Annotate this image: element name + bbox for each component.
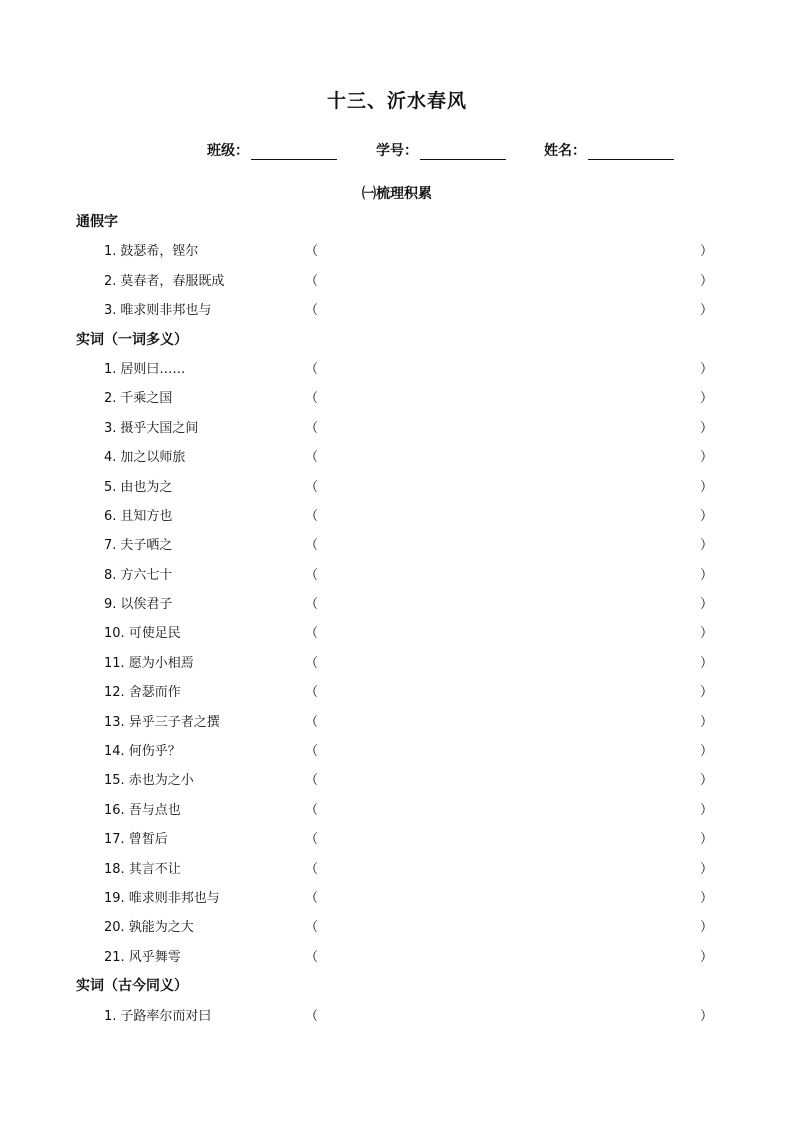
exercise-prompt (104, 884, 220, 913)
exercise-number: 1. (104, 244, 117, 260)
exercise-prompt (104, 766, 194, 795)
answer-close-paren: ） (700, 538, 714, 554)
exercise-row (0, 855, 794, 884)
exercise-text: 夫子哂之 (120, 538, 173, 554)
exercise-prompt (104, 590, 172, 619)
student-id-blank[interactable] (420, 145, 506, 160)
exercise-number: 21. (104, 949, 125, 965)
exercise-row (0, 473, 794, 502)
class-field (207, 140, 337, 160)
exercise-prompt (104, 619, 181, 648)
answer-open-paren: （ (305, 479, 319, 495)
answer-close-paren: ） (700, 361, 714, 377)
exercise-number: 18. (104, 861, 125, 877)
answer-close-paren: ） (700, 685, 714, 701)
exercise-row (0, 1002, 794, 1031)
exercise-text: 鼓瑟希，铿尔 (120, 244, 199, 260)
exercise-row (0, 237, 794, 266)
name-field (544, 140, 674, 160)
exercise-number: 15. (104, 773, 125, 789)
exercise-number: 20. (104, 920, 125, 936)
student-id-field (376, 140, 506, 160)
exercise-number: 17. (104, 832, 125, 848)
exercise-row (0, 884, 794, 913)
exercise-text: 舍瑟而作 (128, 685, 181, 701)
exercise-prompt (104, 737, 181, 766)
exercise-number: 14. (104, 744, 125, 760)
answer-close-paren: ） (700, 773, 714, 789)
section-heading: 实词（古今同义） (76, 978, 188, 995)
exercise-prompt (104, 296, 211, 325)
exercise-row (0, 649, 794, 678)
exercise-text: 以俟君子 (120, 597, 173, 613)
exercise-row (0, 678, 794, 707)
answer-open-paren: （ (305, 626, 319, 642)
answer-open-paren: （ (305, 538, 319, 554)
section-heading: 实词（一词多义） (76, 331, 188, 348)
exercise-row (0, 825, 794, 854)
exercise-row (0, 708, 794, 737)
answer-open-paren: （ (305, 890, 319, 906)
answer-open-paren: （ (305, 714, 319, 730)
exercise-text: 千乘之国 (120, 391, 173, 407)
answer-open-paren: （ (305, 391, 319, 407)
answer-close-paren: ） (700, 1008, 714, 1024)
class-blank[interactable] (251, 145, 337, 160)
answer-close-paren: ） (700, 508, 714, 524)
answer-close-paren: ） (700, 802, 714, 818)
name-blank[interactable] (588, 145, 674, 160)
answer-close-paren: ） (700, 626, 714, 642)
exercise-prompt (104, 913, 194, 942)
exercise-row (0, 619, 794, 648)
exercise-prompt (104, 414, 198, 443)
exercise-prompt (104, 855, 181, 884)
exercise-prompt (104, 502, 172, 531)
exercise-list (0, 208, 794, 1031)
page-title: 十三、沂水春风 (326, 90, 467, 112)
exercise-number: 7. (104, 538, 117, 554)
exercise-text: 加之以师旅 (120, 450, 186, 466)
exercise-number: 3. (104, 420, 117, 436)
answer-close-paren: ） (700, 244, 714, 260)
answer-close-paren: ） (700, 655, 714, 671)
exercise-row (0, 737, 794, 766)
exercise-number: 1. (104, 361, 117, 377)
exercise-number: 9. (104, 597, 117, 613)
answer-close-paren: ） (700, 273, 714, 289)
answer-close-paren: ） (700, 420, 714, 436)
exercise-text: 方六七十 (120, 567, 173, 583)
exercise-text: 子路率尔而对曰 (120, 1008, 212, 1024)
exercise-row (0, 531, 794, 560)
answer-open-paren: （ (305, 744, 319, 760)
answer-close-paren: ） (700, 567, 714, 583)
answer-open-paren: （ (305, 273, 319, 289)
answer-close-paren: ） (700, 890, 714, 906)
exercise-text: 曾皙后 (128, 832, 168, 848)
answer-open-paren: （ (305, 450, 319, 466)
name-label: 姓名： (544, 143, 586, 159)
answer-close-paren: ） (700, 949, 714, 965)
exercise-prompt (104, 237, 198, 266)
exercise-text: 何伤乎？ (128, 744, 181, 760)
exercise-text: 异乎三子者之撰 (128, 714, 220, 730)
exercise-prompt (104, 1002, 211, 1031)
answer-open-paren: （ (305, 597, 319, 613)
answer-open-paren: （ (305, 420, 319, 436)
exercise-row (0, 355, 794, 384)
exercise-text: 由也为之 (120, 479, 173, 495)
exercise-prompt (104, 384, 172, 413)
answer-open-paren: （ (305, 685, 319, 701)
exercise-prompt (104, 443, 185, 472)
exercise-number: 11. (104, 655, 125, 671)
answer-open-paren: （ (305, 1008, 319, 1024)
exercise-prompt (104, 943, 181, 972)
answer-open-paren: （ (305, 303, 319, 319)
answer-close-paren: ） (700, 450, 714, 466)
exercise-text: 唯求则非邦也与 (128, 890, 220, 906)
exercise-prompt (104, 531, 172, 560)
answer-open-paren: （ (305, 773, 319, 789)
exercise-text: 愿为小相焉 (128, 655, 194, 671)
answer-close-paren: ） (700, 861, 714, 877)
answer-open-paren: （ (305, 655, 319, 671)
exercise-prompt (104, 267, 224, 296)
exercise-prompt (104, 796, 181, 825)
exercise-text: 莫春者，春服既成 (120, 273, 225, 289)
exercise-number: 1. (104, 1008, 117, 1024)
exercise-text: 风乎舞雩 (128, 949, 181, 965)
answer-close-paren: ） (700, 479, 714, 495)
answer-open-paren: （ (305, 244, 319, 260)
exercise-number: 2. (104, 391, 117, 407)
exercise-number: 2. (104, 273, 117, 289)
answer-close-paren: ） (700, 714, 714, 730)
exercise-number: 4. (104, 450, 117, 466)
answer-open-paren: （ (305, 361, 319, 377)
exercise-text: 赤也为之小 (128, 773, 194, 789)
exercise-row (0, 590, 794, 619)
answer-open-paren: （ (305, 508, 319, 524)
exercise-text: 吾与点也 (128, 802, 181, 818)
exercise-prompt (104, 561, 172, 590)
exercise-row (0, 796, 794, 825)
answer-close-paren: ） (700, 597, 714, 613)
exercise-number: 13. (104, 714, 125, 730)
exercise-row (0, 561, 794, 590)
answer-open-paren: （ (305, 832, 319, 848)
exercise-row (0, 267, 794, 296)
exercise-number: 8. (104, 567, 117, 583)
answer-close-paren: ） (700, 832, 714, 848)
exercise-row (0, 414, 794, 443)
exercise-text: 其言不让 (128, 861, 181, 877)
exercise-row (0, 443, 794, 472)
exercise-row (0, 913, 794, 942)
section-subtitle: ㈠梳理积累 (362, 186, 432, 202)
answer-close-paren: ） (700, 303, 714, 319)
exercise-row (0, 502, 794, 531)
exercise-text: 且知方也 (120, 508, 173, 524)
answer-open-paren: （ (305, 567, 319, 583)
exercise-prompt (104, 649, 194, 678)
exercise-prompt (104, 355, 185, 384)
student-id-label: 学号： (376, 143, 418, 159)
exercise-prompt (104, 473, 172, 502)
exercise-prompt (104, 678, 181, 707)
exercise-row (0, 943, 794, 972)
exercise-text: 居则曰…… (120, 361, 186, 377)
exercise-number: 16. (104, 802, 125, 818)
exercise-text: 可使足民 (128, 626, 181, 642)
exercise-number: 10. (104, 626, 125, 642)
answer-close-paren: ） (700, 391, 714, 407)
answer-open-paren: （ (305, 802, 319, 818)
exercise-prompt (104, 708, 220, 737)
exercise-number: 3. (104, 303, 117, 319)
exercise-text: 唯求则非邦也与 (120, 303, 212, 319)
answer-close-paren: ） (700, 744, 714, 760)
exercise-number: 12. (104, 685, 125, 701)
exercise-number: 5. (104, 479, 117, 495)
section-heading: 通假字 (76, 214, 118, 230)
answer-open-paren: （ (305, 949, 319, 965)
exercise-text: 孰能为之大 (128, 920, 194, 936)
exercise-row (0, 766, 794, 795)
answer-close-paren: ） (700, 920, 714, 936)
class-label: 班级： (207, 143, 249, 159)
exercise-row (0, 384, 794, 413)
exercise-row (0, 296, 794, 325)
answer-open-paren: （ (305, 861, 319, 877)
exercise-number: 6. (104, 508, 117, 524)
exercise-prompt (104, 825, 168, 854)
exercise-text: 摄乎大国之间 (120, 420, 199, 436)
answer-open-paren: （ (305, 920, 319, 936)
exercise-number: 19. (104, 890, 125, 906)
